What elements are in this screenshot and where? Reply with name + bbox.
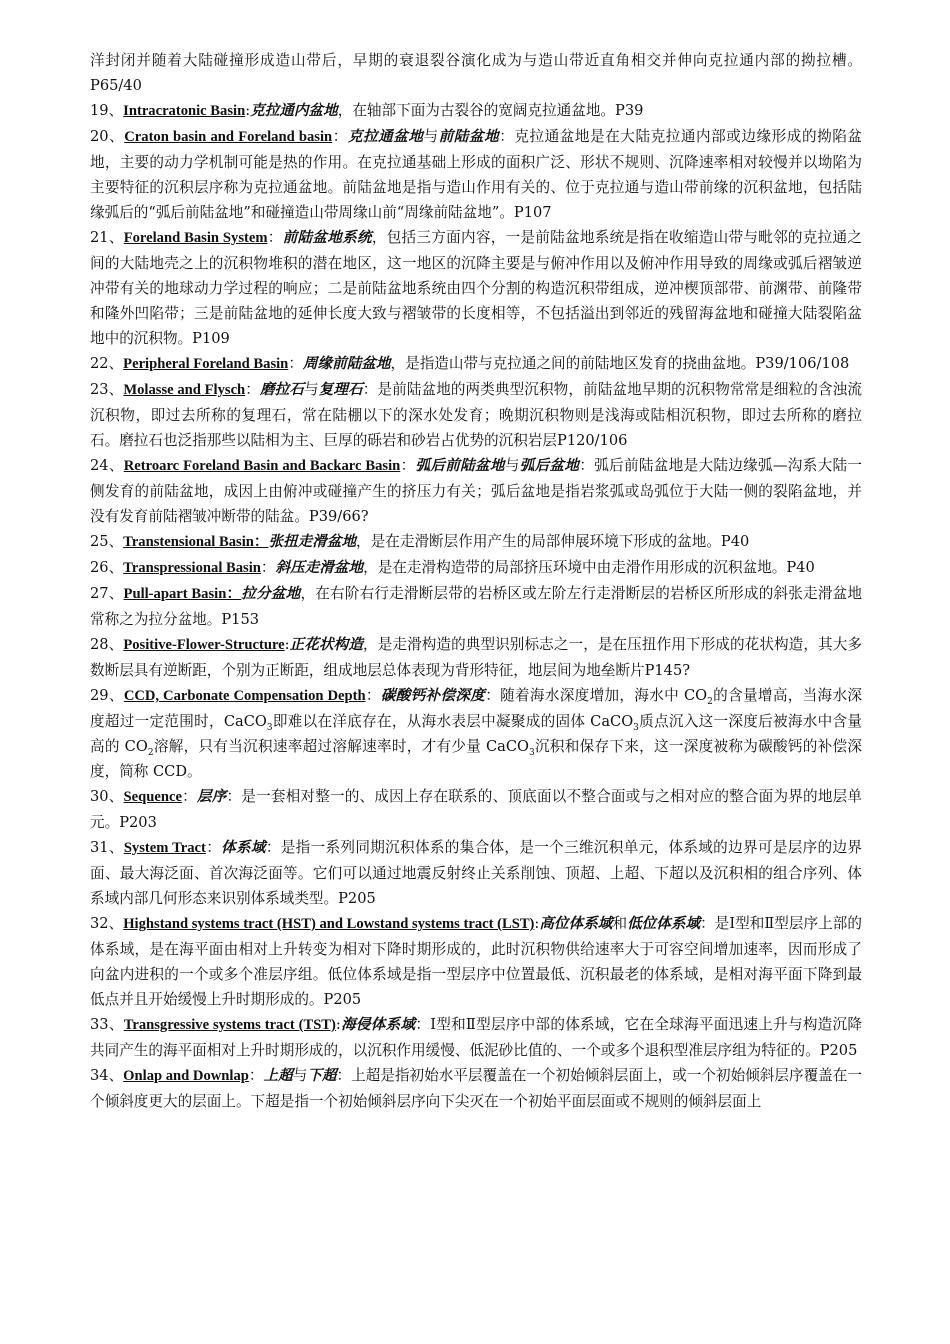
entry-definition: 洋封闭并随着大陆碰撞形成造山带后，早期的衰退裂谷演化成为与造山带近直角相交并伸向克拉通内部的拗拉槽。P65/40 bbox=[90, 52, 862, 94]
entry-definition: 在右阶右行走滑断层带的岩桥区或左阶左行走滑断层的岩桥区所形成的斜张走滑盆地常称之为拉分盆地。P153 bbox=[90, 585, 862, 628]
entry-term-english: Intracratonic Basin bbox=[123, 103, 246, 119]
entry-definition: 即难以在洋底存在，从海水表层中凝聚成的固体 CaCO bbox=[272, 713, 634, 730]
entry-number: 34、 bbox=[90, 1067, 124, 1084]
entry-definition: 是一套相对整一的、成因上存在联系的、顶底面以不整合面或与之相对应的整合面为界的地层单元。P203 bbox=[90, 788, 862, 831]
entry-number: 29、 bbox=[90, 687, 124, 704]
entry-term-english: Retroarc Foreland Basin and Backarc Basin bbox=[123, 458, 401, 474]
entry-term-chinese: 斜压走滑盆地 bbox=[275, 559, 364, 576]
entry-number: 24、 bbox=[90, 457, 124, 474]
entry-term-english: Sequence bbox=[123, 789, 182, 805]
entry-number: 21、 bbox=[90, 229, 124, 246]
entry-term-chinese: 弧后前陆盆地 bbox=[415, 457, 505, 474]
entry-number: 22、 bbox=[90, 355, 124, 372]
entry-term-chinese: 拉分盆地 bbox=[241, 585, 301, 602]
entry-separator: : bbox=[245, 102, 251, 119]
entry-separator: ， bbox=[371, 229, 387, 246]
entry-separator: ： bbox=[265, 839, 281, 856]
entry-definition: 质点沉入这一深度后被海水中含量高的 CO bbox=[90, 713, 862, 755]
entry-definition: Ⅰ型和Ⅱ型层序中部的体系域，它在全球海平面迅速上升与构造沉降共同产生的海平面相对上升时期形成的，以沉积作用缓慢、低泥砂比值的、一个或多个退积型准层序组为特征的。P205 bbox=[90, 1016, 862, 1059]
entry-number: 32、 bbox=[90, 915, 124, 932]
glossary-entry bbox=[90, 784, 862, 835]
entry-term-chinese-second: 前陆盆地 bbox=[438, 128, 500, 145]
glossary-entry bbox=[90, 377, 862, 453]
entry-separator: ： bbox=[205, 839, 222, 856]
entry-conjunction: 与 bbox=[423, 128, 439, 145]
glossary-entry bbox=[90, 911, 862, 1012]
glossary-entry bbox=[90, 453, 862, 529]
entry-term-chinese: 周缘前陆盆地 bbox=[302, 355, 391, 372]
entry-separator: ， bbox=[356, 533, 371, 550]
entry-number: 26、 bbox=[90, 559, 124, 576]
entry-separator: ： bbox=[248, 1067, 264, 1084]
entry-separator: ： bbox=[245, 381, 260, 398]
subscript: 3 bbox=[633, 722, 639, 733]
glossary-entry bbox=[90, 632, 862, 683]
entry-definition: 沉积和保存下来，这一深度被称为碳酸钙的补偿深度，简称 CCD。 bbox=[90, 738, 862, 780]
entry-term-english: Transtensional Basin： bbox=[123, 534, 269, 550]
entry-separator: ： bbox=[362, 381, 378, 398]
entry-definition: 是前陆盆地的两类典型沉积物，前陆盆地早期的沉积物常常是细粒的含浊流沉积物，即过去所称的复理石，常在陆棚以下的深水处发育；晚期沉积物则是浅海或陆相沉积物，即过去所称的磨拉石。磨拉石也泛指那些以陆相为主、巨厚的砾岩和砂岩占优势的沉积岩层P120/106 bbox=[90, 381, 862, 449]
glossary-entry bbox=[90, 555, 862, 581]
entry-term-english: Highstand systems tract (HST) and Lowstand systems tract (LST) bbox=[123, 916, 535, 932]
entry-term-chinese-second: 低位体系域 bbox=[627, 915, 701, 932]
entry-term-chinese: 张扭走滑盆地 bbox=[268, 533, 357, 550]
entry-separator: ： bbox=[181, 788, 197, 805]
entry-definition: 克拉通盆地是在大陆克拉通内部或边缘形成的拗陷盆地，主要的动力学机制可能是热的作用。在克拉通基础上形成的面积广泛、形状不规则、沉降速率相对较慢并以坳陷为主要特征的沉积层序称为克拉通盆地。前陆盆地是指与造山作用有关的、位于克拉通与造山带前缘的沉积盆地，包括陆缘弧后的“弧后前陆盆地”和碰撞造山带周缘山前“周缘前陆盆地”。P107 bbox=[90, 128, 862, 221]
entry-term-chinese: 上超 bbox=[263, 1067, 293, 1084]
glossary-entry bbox=[90, 683, 862, 784]
glossary-entry bbox=[90, 529, 862, 555]
glossary-entry bbox=[90, 98, 862, 124]
entry-definition: 是Ⅰ型和Ⅱ型层序上部的体系域，是在海平面由相对上升转变为相对下降时期形成的，此时沉积物供给速率大于可容空间增加速率，因而形成了向盆内进积的一个或多个准层序组。低位体系域是指一型层序中位置最低、沉积最老的体系域，是相对海平面下降到最低点并且开始缓慢上升时期形成的。P205 bbox=[90, 915, 862, 1008]
entry-list bbox=[90, 48, 862, 1114]
entry-separator: : bbox=[284, 636, 290, 653]
entry-number: 27、 bbox=[90, 585, 124, 602]
entry-conjunction: 与 bbox=[504, 457, 520, 474]
entry-definition: 是指一系列同期沉积体系的集合体，是一个三维沉积单元，体系域的边界可是层序的边界面、最大海泛面、首次海泛面等。它们可以通过地震反射终止关系削蚀、顶超、上超、下超以及沉积相的组合序列、体系域内部几何形态来识别体系域类型。P205 bbox=[90, 839, 862, 907]
entry-separator: ， bbox=[363, 559, 378, 576]
entry-term-chinese: 碳酸钙补偿深度 bbox=[380, 687, 486, 704]
entry-separator: ： bbox=[260, 559, 276, 576]
entry-number: 25、 bbox=[90, 533, 124, 550]
entry-separator: ： bbox=[336, 1067, 352, 1084]
entry-term-english: CCD, Carbonate Compensation Depth bbox=[123, 688, 366, 704]
entry-definition: 弧后前陆盆地是大陆边缘弧—沟系大陆一侧发育的前陆盆地，成因上由俯冲或碰撞产生的挤压力有关；弧后盆地是指岩浆弧或岛弧位于大陆一侧的裂陷盆地，并没有发育前陆褶皱冲断带的陆盆。P39/66? bbox=[90, 457, 862, 525]
glossary-entry bbox=[90, 225, 862, 351]
entry-separator: : bbox=[534, 915, 540, 932]
entry-term-chinese-second: 复理石 bbox=[318, 381, 363, 398]
entry-term-chinese: 高位体系域 bbox=[539, 915, 613, 932]
entry-term-chinese: 磨拉石 bbox=[259, 381, 305, 398]
entry-separator: ： bbox=[288, 355, 303, 372]
entry-definition: 是在走滑断层作用产生的局部伸展环境下形成的盆地。P40 bbox=[370, 533, 750, 550]
entry-definition: 是在走滑构造带的局部挤压环境中由走滑作用形成的沉积盆地。P40 bbox=[377, 559, 815, 576]
entry-separator: ： bbox=[365, 687, 381, 704]
entry-definition: 溶解，只有当沉积速率超过溶解速率时，才有少量 CaCO bbox=[153, 738, 529, 755]
glossary-entry bbox=[90, 351, 862, 377]
entry-term-english: Transgressive systems tract (TST) bbox=[123, 1017, 336, 1033]
entry-separator: ： bbox=[700, 915, 715, 932]
glossary-entry bbox=[90, 124, 862, 225]
entry-number: 31、 bbox=[90, 839, 124, 856]
entry-term-english: Peripheral Foreland Basin bbox=[123, 356, 289, 372]
entry-number: 20、 bbox=[90, 128, 125, 145]
entry-definition: 上超是指初始水平层覆盖在一个初始倾斜层面上，或一个初始倾斜层序覆盖在一个倾斜度更大的层面上。下超是指一个初始倾斜层序向下尖灭在一个初始平面层面或不规则的倾斜层面上 bbox=[90, 1067, 862, 1110]
entry-number: 33、 bbox=[90, 1016, 124, 1033]
entry-term-english: Pull-apart Basin： bbox=[123, 586, 242, 602]
glossary-entry bbox=[90, 48, 862, 98]
entry-definition: 是走滑构造的典型识别标志之一，是在压扭作用下形成的花状构造，其大多数断层具有逆断距，个别为正断距，组成地层总体表现为背形特征，地层间为地垒断片P145? bbox=[90, 636, 862, 679]
entry-separator: ： bbox=[499, 128, 515, 145]
entry-separator: ， bbox=[390, 355, 406, 372]
entry-term-chinese: 层序 bbox=[196, 788, 227, 805]
glossary-entry bbox=[90, 1063, 862, 1114]
subscript: 3 bbox=[529, 747, 535, 758]
entry-term-english: System Tract bbox=[123, 840, 206, 856]
entry-definition: 在轴部下面为古裂谷的宽阔克拉通盆地。P39 bbox=[352, 102, 644, 119]
entry-number: 30、 bbox=[90, 788, 124, 805]
entry-term-chinese: 海侵体系域 bbox=[340, 1016, 416, 1033]
entry-term-english: Craton basin and Foreland basin bbox=[124, 129, 333, 145]
entry-separator: ： bbox=[579, 457, 595, 474]
glossary-entry bbox=[90, 835, 862, 911]
entry-term-chinese: 体系域 bbox=[221, 839, 266, 856]
entry-term-chinese: 正花状构造 bbox=[289, 636, 364, 653]
entry-term-chinese: 克拉通盆地 bbox=[347, 128, 424, 145]
entry-separator: ， bbox=[300, 585, 316, 602]
entry-conjunction: 与 bbox=[292, 1067, 308, 1084]
subscript: 2 bbox=[147, 747, 154, 758]
entry-term-chinese: 克拉通内盆地 bbox=[250, 102, 338, 119]
entry-conjunction: 与 bbox=[304, 381, 319, 398]
entry-term-chinese-second: 下超 bbox=[307, 1067, 337, 1084]
entry-term-english: Transpressional Basin bbox=[123, 560, 261, 576]
entry-definition: 是指造山带与克拉通之间的前陆地区发育的挠曲盆地。P39/106/108 bbox=[405, 355, 850, 372]
entry-separator: ： bbox=[332, 128, 348, 145]
entry-number: 19、 bbox=[90, 102, 124, 119]
entry-separator: ： bbox=[226, 788, 242, 805]
entry-definition: 随着海水深度增加，海水中 CO bbox=[500, 687, 708, 704]
subscript: 3 bbox=[266, 722, 273, 733]
glossary-entry bbox=[90, 1012, 862, 1063]
entry-term-english: Onlap and Downlap bbox=[123, 1068, 249, 1084]
entry-separator: ， bbox=[363, 636, 378, 653]
subscript: 2 bbox=[707, 696, 713, 707]
glossary-entry bbox=[90, 581, 862, 632]
entry-separator: ： bbox=[400, 457, 416, 474]
entry-term-chinese: 前陆盆地系统 bbox=[282, 229, 372, 246]
entry-term-english: Positive-Flower-Structure bbox=[123, 637, 285, 653]
entry-definition: 包括三方面内容，一是前陆盆地系统是指在收缩造山带与毗邻的克拉通之间的大陆地壳之上的沉积物堆积的潜在地区，这一地区的沉降主要是与俯冲作用以及俯冲作用导致的周缘或弧后褶皱逆冲带有关的地球动力学过程的响应；二是前陆盆地系统由四个分割的构造沉积带组成，逆冲楔顶部带、前渊带、前隆带和隆外凹陷带；三是前陆盆地的延伸长度大致与褶皱带的长度相等，不包括溢出到邻近的残留海盆地和碰撞大陆裂陷盆地中的沉积物。P109 bbox=[90, 229, 862, 347]
entry-definition: 的含量增高，当海水深度超过一定范围时，CaCO bbox=[90, 687, 862, 730]
entry-number: 28、 bbox=[90, 636, 124, 653]
entry-separator: ， bbox=[337, 102, 353, 119]
entry-separator: ： bbox=[267, 229, 283, 246]
entry-separator: ： bbox=[485, 687, 501, 704]
entry-number: 23、 bbox=[90, 381, 124, 398]
entry-term-chinese-second: 弧后盆地 bbox=[519, 457, 580, 474]
entry-separator: : bbox=[335, 1016, 341, 1033]
entry-term-english: Molasse and Flysch bbox=[123, 382, 246, 398]
entry-separator: ： bbox=[415, 1016, 431, 1033]
entry-term-english: Foreland Basin System bbox=[123, 230, 268, 246]
entry-conjunction: 和 bbox=[612, 915, 628, 932]
